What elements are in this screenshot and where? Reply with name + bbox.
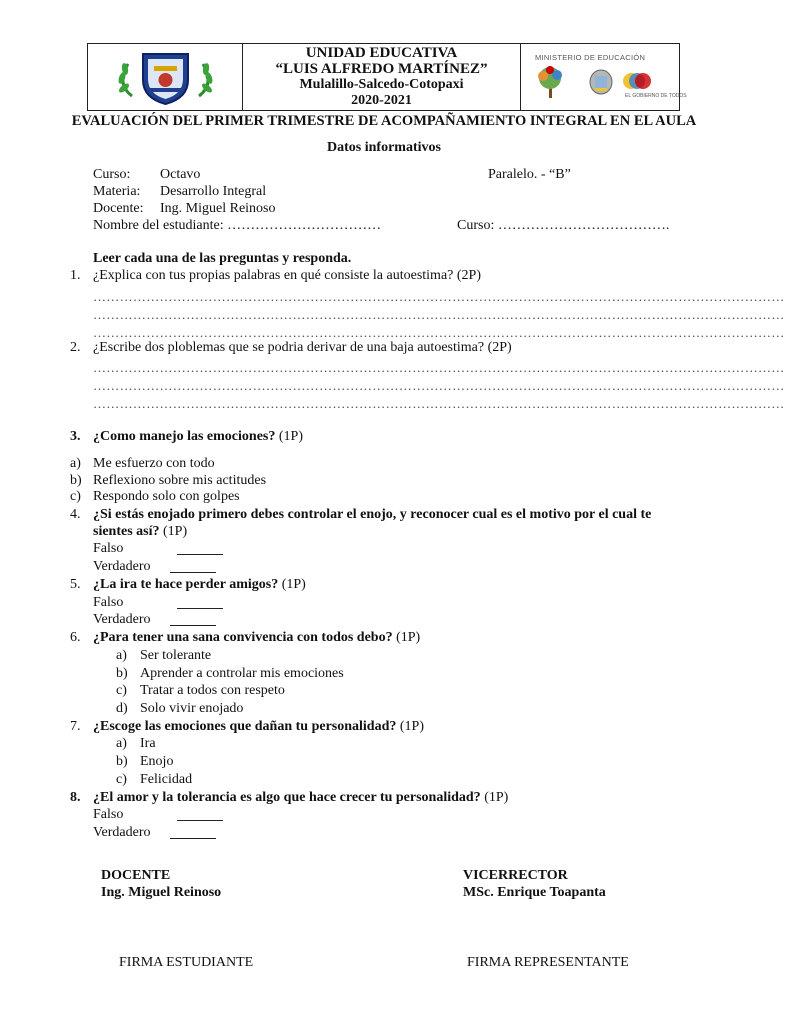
q1-answer-line[interactable]: ………………………………………………………………………………………………………………………………………… (93, 307, 785, 322)
q6-option-c[interactable]: Tratar a todos con respeto (140, 683, 285, 698)
q3-option-letter: b) (70, 473, 82, 488)
q5-number: 5. (70, 577, 81, 592)
q4-text-line1: ¿Si estás enojado primero debes controlar el enojo, y reconocer cual es el motivo por el cual te (93, 507, 652, 522)
q1-answer-line[interactable]: ………………………………………………………………………………………………………………………………………… (93, 289, 785, 304)
q5-falso-label: Falso (93, 595, 124, 610)
q1-answer-line[interactable]: ………………………………………………………………………………………………………………………………………… (93, 325, 785, 340)
q6-option-letter: a) (116, 648, 127, 663)
school-year: 2020-2021 (351, 93, 412, 108)
q4-verdadero-blank[interactable] (170, 572, 216, 573)
materia-value: Desarrollo Integral (160, 184, 267, 199)
q8-number: 8. (70, 790, 81, 805)
student-name-field[interactable]: Nombre del estudiante: …………………………… (93, 218, 382, 233)
q2-text: ¿Escribe dos ploblemas que se podria derivar de una baja autoestima? (2P) (93, 340, 512, 355)
q6-question (93, 630, 420, 646)
q7-question (93, 719, 424, 735)
vicerrector-name: MSc. Enrique Toapanta (463, 885, 606, 900)
q7-option-letter: c) (116, 772, 127, 787)
school-name-cell (243, 44, 521, 110)
q5-text: ¿La ira te hace perder amigos? (93, 577, 279, 592)
q5-falso-blank[interactable] (177, 608, 223, 609)
q3-option-a[interactable]: Me esfuerzo con todo (93, 456, 215, 471)
firma-estudiante: FIRMA ESTUDIANTE (119, 955, 254, 970)
section-subtitle: Datos informativos (327, 140, 441, 155)
q6-option-d[interactable]: Solo vivir enojado (140, 701, 244, 716)
q8-question (93, 790, 508, 806)
vicerrector-role: VICERRECTOR (463, 868, 568, 883)
q3-number: 3. (70, 429, 81, 444)
curso-label: Curso: (93, 167, 131, 182)
q3-option-letter: c) (70, 489, 81, 504)
school-location: Mulalillo-Salcedo-Cotopaxi (299, 77, 464, 92)
q6-text: ¿Para tener una sana convivencia con todos debo? (93, 630, 393, 645)
q4-points: (1P) (159, 524, 188, 539)
q6-number: 6. (70, 630, 81, 645)
q3-option-letter: a) (70, 456, 81, 471)
ministry-logos (531, 64, 687, 100)
q1-number: 1. (70, 268, 81, 283)
q7-points: (1P) (396, 719, 424, 734)
q8-falso-label: Falso (93, 807, 124, 822)
header-box (87, 43, 687, 111)
q5-verdadero-blank[interactable] (170, 625, 216, 626)
q4-verdadero-label: Verdadero (93, 559, 151, 574)
q4-falso-blank[interactable] (177, 554, 223, 555)
ministry-cell (521, 44, 687, 110)
q6-option-b[interactable]: Aprender a controlar mis emociones (140, 666, 344, 681)
instruction-text: Leer cada una de las preguntas y responda. (93, 251, 352, 266)
q2-number: 2. (70, 340, 81, 355)
q2-answer-line[interactable]: ………………………………………………………………………………………………………………………………………… (93, 396, 785, 411)
q8-verdadero-label: Verdadero (93, 825, 151, 840)
q6-points: (1P) (392, 630, 421, 645)
school-name: “LUIS ALFREDO MARTÍNEZ” (275, 61, 488, 77)
docente-label: Docente: (93, 201, 144, 216)
q3-points: (1P) (275, 429, 303, 444)
q4-falso-label: Falso (93, 541, 124, 556)
student-course-field[interactable]: Curso: ………………………………. (457, 218, 670, 233)
docente-value: Ing. Miguel Reinoso (160, 201, 276, 216)
q2-answer-line[interactable]: ………………………………………………………………………………………………………………………………………… (93, 360, 785, 375)
q2-answer-line[interactable]: ………………………………………………………………………………………………………………………………………… (93, 378, 785, 393)
firma-representante: FIRMA REPRESENTANTE (467, 955, 629, 970)
ministry-label: MINISTERIO DE EDUCACIÓN (535, 53, 646, 62)
q3-option-c[interactable]: Respondo solo con golpes (93, 489, 240, 504)
q4-number: 4. (70, 507, 81, 522)
q5-question (93, 577, 306, 593)
docente-role: DOCENTE (101, 868, 171, 883)
q6-option-a[interactable]: Ser tolerante (140, 648, 212, 663)
q8-text: ¿El amor y la tolerancia es algo que hace crecer tu personalidad? (93, 790, 481, 805)
q6-option-letter: c) (116, 683, 127, 698)
q7-option-letter: a) (116, 736, 127, 751)
q7-option-b[interactable]: Enojo (140, 754, 174, 769)
q7-option-c[interactable]: Felicidad (140, 772, 193, 787)
q6-option-letter: b) (116, 666, 128, 681)
q8-falso-blank[interactable] (177, 820, 223, 821)
page-title: EVALUACIÓN DEL PRIMER TRIMESTRE DE ACOMPAÑAMIENTO INTEGRAL EN EL AULA (71, 113, 697, 129)
materia-label: Materia: (93, 184, 141, 199)
q4-question-line2 (93, 524, 187, 540)
q3-question (93, 429, 303, 445)
q5-points: (1P) (278, 577, 306, 592)
school-crest-cell (88, 44, 243, 110)
school-crest-logo (88, 44, 243, 110)
q3-option-b[interactable]: Reflexiono sobre mis actitudes (93, 473, 267, 488)
q5-verdadero-label: Verdadero (93, 612, 151, 627)
q7-option-a[interactable]: Ira (140, 736, 156, 751)
q7-option-letter: b) (116, 754, 128, 769)
q6-option-letter: d) (116, 701, 128, 716)
q7-number: 7. (70, 719, 81, 734)
q4-text-line2: sientes así? (93, 524, 160, 539)
q3-text: ¿Como manejo las emociones? (93, 429, 276, 444)
docente-name: Ing. Miguel Reinoso (101, 885, 222, 900)
q1-text: ¿Explica con tus propias palabras en qué consiste la autoestima? (2P) (93, 268, 481, 283)
school-type: UNIDAD EDUCATIVA (305, 45, 458, 61)
q7-text: ¿Escoge las emociones que dañan tu personalidad? (93, 719, 397, 734)
q8-verdadero-blank[interactable] (170, 838, 216, 839)
paralelo-value: Paralelo. - “B” (488, 167, 571, 182)
curso-value: Octavo (160, 167, 201, 182)
q8-points: (1P) (480, 790, 509, 805)
gobierno-logo-text: EL GOBIERNO DE TODOS (625, 93, 687, 99)
